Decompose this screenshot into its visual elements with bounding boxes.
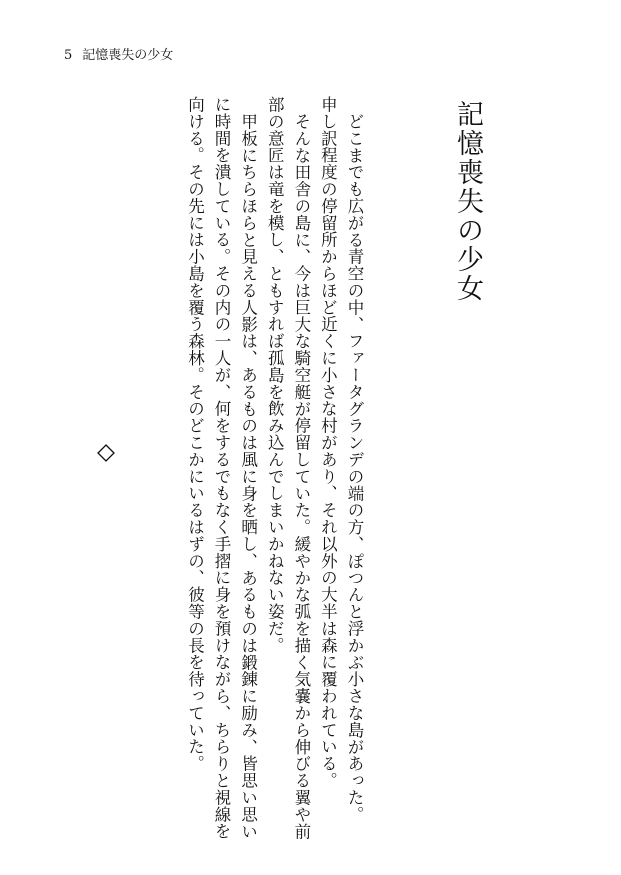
- body-text: [181, 96, 367, 856]
- paragraph-4: 甲板にちらほらと見える人影は、あるものは風に身を晒し、あるものは鍛錬に励み、皆思い思いに時間を潰している。その内の一人が、何をするでもなく手摺に身を預けながら、ちらりと視線を向ける。その先には小島を覆う森林。そのどこかにいるはずの、彼等の長を待っていた。: [185, 96, 258, 840]
- diamond-outline-icon: [97, 444, 115, 462]
- paragraph-2: 申し訳程度の停留所からほど近くに小さな村があり、それ以外の大半は森に覆われている。: [318, 96, 338, 789]
- running-title: 記憶喪失の少女: [82, 48, 174, 63]
- page-number: 5: [64, 48, 73, 63]
- paragraph-3: そんな田舎の島に、今は巨大な騎空艇が停留していた。緩やかな弧を描く気嚢から伸びる翼や前部の意匠は竜を模し、ともすれば孤島を飲み込んでしまいかねない姿だ。: [265, 96, 311, 840]
- chapter-title: 記憶喪失の少女: [452, 100, 483, 303]
- paragraph-1: どこまでも広がる青空の中、ファータグランデの端の方、ぽつんと浮かぶ小さな島があった。: [345, 112, 364, 823]
- running-header: [64, 47, 173, 65]
